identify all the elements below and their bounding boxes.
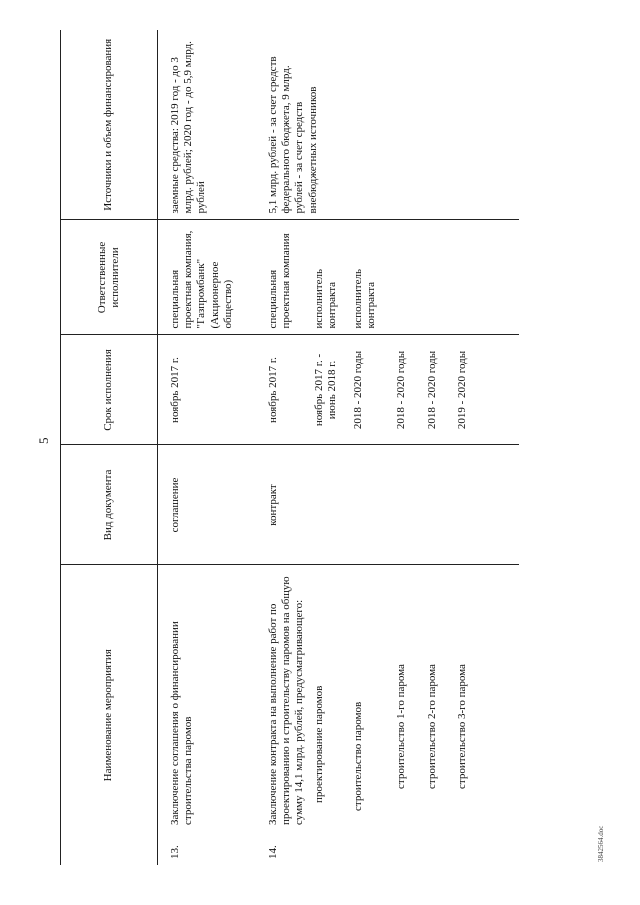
row-resp: специальная проектная компания — [264, 220, 310, 335]
row-doc: контракт — [264, 445, 310, 565]
row-doc: соглашение — [166, 445, 264, 565]
row-term: ноябрь 2017 г. — [166, 335, 264, 445]
sub-resp: исполнитель контракта — [310, 220, 342, 335]
header-name: Наименование мероприятия — [61, 565, 158, 865]
sub-term: 2018 - 2020 годы — [412, 335, 442, 445]
sub-name: строительство 1-го парома — [381, 565, 411, 865]
header-resp: Ответственные исполнители — [61, 220, 158, 335]
row-fin: заемные средства: 2019 год - до 3 млрд. рублей; 2020 год - до 5,9 млрд. рублей — [169, 41, 208, 214]
header-doc: Вид документа — [61, 445, 158, 565]
row-number: 14. — [267, 845, 279, 859]
table-row — [166, 30, 264, 865]
header-term: Срок исполнения — [61, 335, 158, 445]
table-header-row — [61, 30, 158, 865]
sub-name: строительство 2-го парома — [412, 565, 442, 865]
sub-term: 2018 - 2020 годы — [381, 335, 411, 445]
sub-term: 2019 - 2020 годы — [442, 335, 519, 445]
table-row — [442, 30, 519, 865]
table-row — [412, 30, 442, 865]
table-row — [381, 30, 411, 865]
sub-resp: исполнитель контракта — [342, 220, 381, 335]
row-number: 13. — [169, 845, 181, 859]
sub-name: строительство 3-го парома — [442, 565, 519, 865]
sub-term: 2018 - 2020 годы — [342, 335, 381, 445]
page-number: 5 — [36, 437, 51, 444]
measures-table — [60, 30, 519, 865]
row-term: ноябрь 2017 г. — [264, 335, 310, 445]
sub-term: ноябрь 2017 г. - июнь 2018 г. — [310, 335, 342, 445]
footer-code: 3842564.doc — [597, 825, 605, 862]
row-resp: специальная проектная компания, "Газпромбанк" (Акционерное общество) — [166, 220, 264, 335]
header-fin: Источники и объем финансирования — [61, 30, 158, 220]
table-row — [342, 30, 381, 865]
row-name: Заключение соглашения о финансировании строительства паромов — [169, 621, 195, 825]
row-fin: 5,1 млрд. рублей - за счет средств федерального бюджета, 9 млрд. рублей - за счет средств внебюджетных источников — [267, 56, 319, 214]
table-row — [264, 30, 310, 865]
sub-name: строительство паромов — [342, 565, 381, 865]
sub-name: проектирование паромов — [310, 565, 342, 865]
row-name: Заключение контракта на выполнение работ по проектированию и строительству паромов на общую сумму 14,1 млрд. рублей, предусматривающего: — [267, 576, 306, 825]
rotated-table-wrapper — [60, 30, 578, 865]
